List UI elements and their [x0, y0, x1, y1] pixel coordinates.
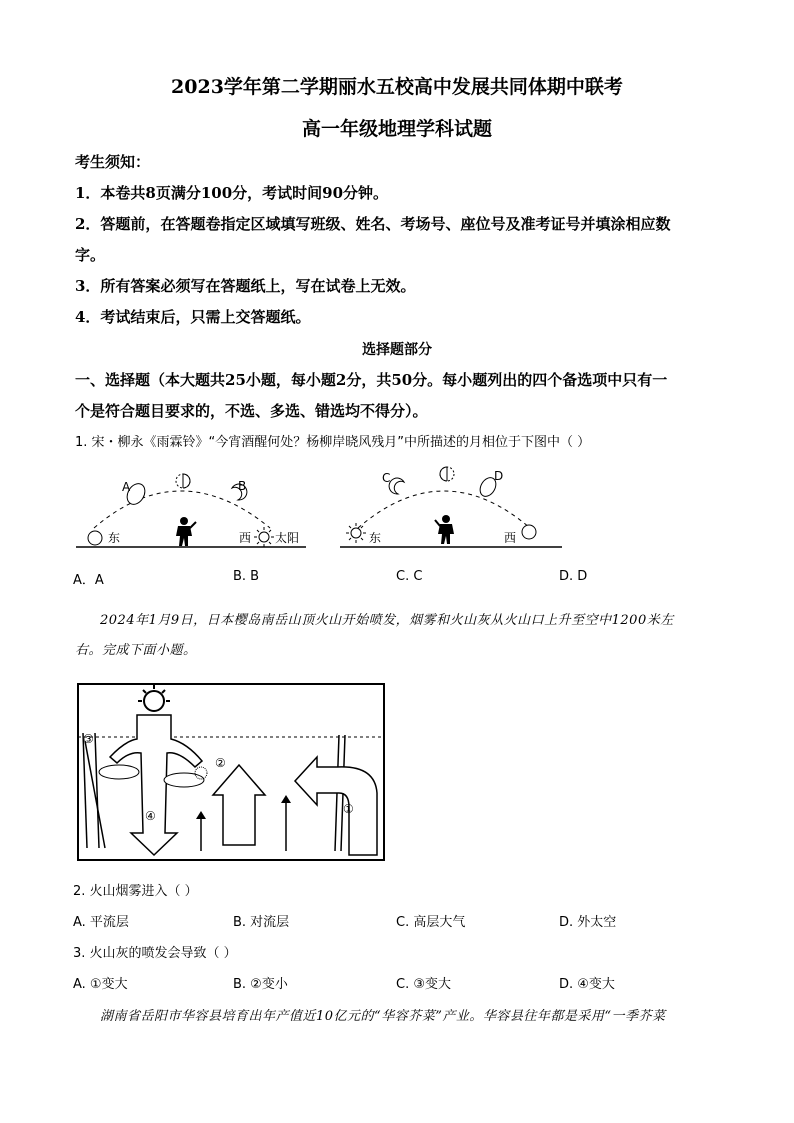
fig2-label-1: ①: [343, 802, 354, 816]
fig1-west-label: 西: [239, 531, 252, 545]
q3-option-d: D. ④变大: [559, 977, 615, 992]
q3-stem: 3. 火山灰的喷发会导致（ ）: [73, 946, 237, 961]
notice-item-3: 3．所有答案必须写在答题纸上，写在试卷上无效。: [75, 277, 416, 295]
moon-phase-figure: [70, 462, 570, 557]
exam-subtitle: 高一年级地理学科试题: [301, 118, 492, 140]
q2-option-c: C. 高层大气: [396, 915, 466, 930]
section-intro-2: 个是符合题目要求的，不选、多选、错选均不得分）。: [75, 402, 428, 420]
notice-item-1: 1．本卷共8页满分100分，考试时间90分钟。: [75, 184, 389, 202]
exam-title: 2023学年第二学期丽水五校高中发展共同体期中联考: [171, 76, 623, 98]
fig1-sun-label: 太阳: [275, 531, 300, 545]
observer-icon: [176, 517, 196, 546]
q3-option-b: B. ②变小: [233, 977, 288, 992]
passage1-line1: 2024年1月9日，日本樱岛南岳山顶火山开始喷发，烟雾和火山灰从火山口上升至空中1200米左: [100, 613, 674, 628]
fig2-west-label: 西: [504, 531, 517, 545]
q1-stem: 1. 宋・柳永《雨霖铃》“今宵酒醒何处？杨柳岸晓风残月”中所描述的月相位于下图中（ ）: [75, 435, 591, 450]
q1-option-b: B. B: [233, 569, 260, 584]
q3-option-a: A. ①变大: [73, 977, 128, 992]
notice-item-2-cont: 字。: [75, 246, 106, 264]
fig2-label-d: D: [494, 469, 504, 483]
sun-icon-2: [346, 523, 366, 543]
q2-option-a: A. 平流层: [73, 915, 129, 930]
fig2-label-4: ④: [145, 809, 156, 823]
passage1-line2: 右。完成下面小题。: [75, 643, 197, 658]
notice-heading: 考生须知：: [75, 153, 151, 171]
q1-option-a: A．A: [73, 573, 104, 588]
sun-icon: [254, 527, 274, 547]
q2-stem: 2. 火山烟雾进入（ ）: [73, 884, 198, 899]
notice-item-4: 4．考试结束后，只需上交答题纸。: [75, 308, 311, 326]
notice-item-2: 2．答题前，在答题卷指定区域填写班级、姓名、考场号、座位号及准考证号并填涂相应数: [75, 215, 671, 233]
q1-option-c: C. C: [396, 569, 423, 584]
fig2-label-2: ②: [215, 756, 226, 770]
fig2-east-label: 东: [369, 531, 382, 545]
q2-option-b: B. 对流层: [233, 915, 290, 930]
q1-option-d: D. D: [559, 569, 588, 584]
heat-budget-figure: [77, 683, 385, 861]
section-intro-1: 一、选择题（本大题共25小题，每小题2分，共50分。每小题列出的四个备选项中只有一: [75, 371, 668, 389]
fig2-label-3: ③: [83, 732, 94, 746]
fig1-east-label: 东: [108, 531, 121, 545]
observer-icon-2: [435, 515, 454, 544]
fig2-label-c: C: [382, 471, 391, 485]
q3-option-c: C. ③变大: [396, 977, 451, 992]
q2-option-d: D. 外太空: [559, 915, 617, 930]
section-heading: 选择题部分: [362, 342, 432, 358]
passage2-line1: 湖南省岳阳市华容县培育出年产值近10亿元的“华容芥菜”产业。华容县往年都是采用“一季芥菜: [100, 1009, 666, 1024]
fig1-label-a: A: [122, 480, 131, 494]
fig1-label-b: B: [238, 479, 247, 493]
